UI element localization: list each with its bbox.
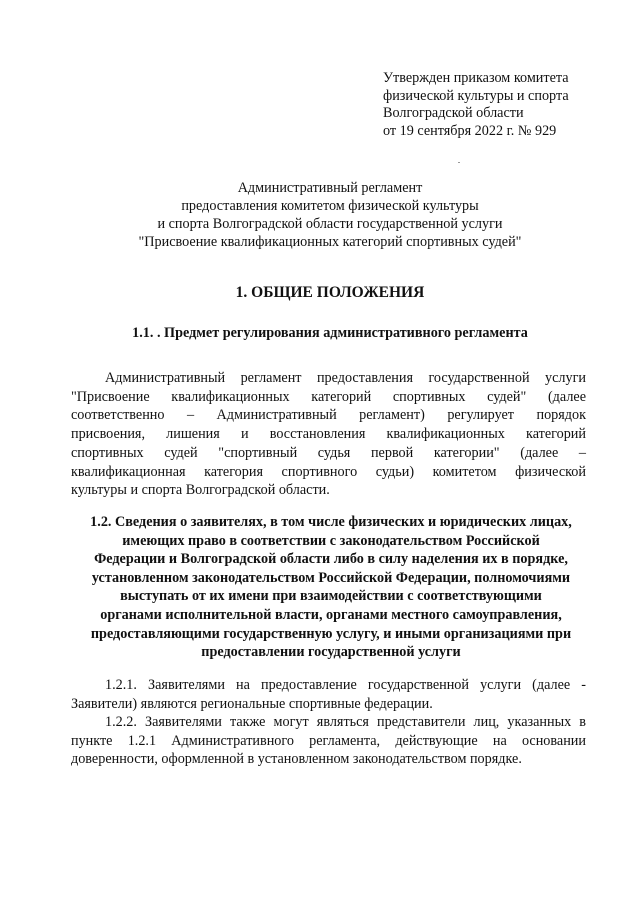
- paragraph-line: соответственно – Административный регламент) регулирует порядок: [71, 407, 586, 424]
- paragraph-1-1: [71, 369, 586, 500]
- document-title: [70, 179, 590, 251]
- paragraph-line: "Присвоение квалификационных категорий спортивных судей" (далее: [71, 388, 586, 405]
- paragraph-line: 1.2.2. Заявителями также могут являться представители лиц, указанных в: [105, 714, 586, 730]
- heading-line: органами исполнительной власти, органами местного самоуправления,: [100, 606, 562, 623]
- paragraph-line: пункте 1.2.1 Административного регламента, действующие на основании: [71, 732, 586, 749]
- paragraph-line: 1.2.1. Заявителями на предоставление государственной услуги (далее -: [105, 677, 586, 693]
- heading-line: предоставлении государственной услуги: [201, 644, 461, 661]
- title-line: "Присвоение квалификационных категорий спортивных судей": [138, 234, 522, 250]
- heading-line: выступать от их имени при взаимодействии с соответствующими: [120, 588, 542, 605]
- title-line: Административный регламент: [237, 180, 423, 196]
- paragraph-line: доверенности, оформленной в установленном законодательством порядке.: [71, 751, 522, 768]
- paragraph-line: квалификационная категория спортивного судьи) комитетом физической: [71, 463, 586, 480]
- section-heading: 1. ОБЩИЕ ПОЛОЖЕНИЯ: [235, 284, 425, 301]
- heading-line: имеющих право в соответствии с законодательством Российской: [122, 532, 540, 549]
- approval-line: от 19 сентября 2022 г. № 929: [383, 122, 557, 139]
- heading-line: 1.2. Сведения о заявителях, в том числе физических и юридических лицах,: [90, 514, 572, 530]
- heading-line: Федерации и Волгоградской области либо в силу наделения их в порядке,: [94, 551, 568, 568]
- subsection-heading-1-2: [71, 513, 591, 662]
- paragraph-line: Заявители) являются региональные спортивные федерации.: [71, 695, 433, 712]
- paragraph-line: присвоения, лишения и восстановления квалификационных категорий: [71, 426, 586, 443]
- approval-line: Волгоградской области: [383, 105, 524, 122]
- item-1-2-2: [71, 713, 586, 769]
- approval-line: физической культуры и спорта: [383, 87, 569, 104]
- heading-line: предоставляющими государственную услугу, и иными организациями при: [90, 625, 572, 642]
- title-line: предоставления комитетом физической культуры: [181, 198, 479, 214]
- scan-speck: [458, 162, 460, 163]
- subsection-heading-1-1: 1.1. . Предмет регулирования административного регламента: [132, 325, 528, 341]
- paragraph-line: культуры и спорта Волгоградской области.: [71, 482, 330, 499]
- approval-line: Утвержден приказом комитета: [383, 70, 569, 86]
- item-1-2-1: [71, 676, 586, 713]
- approval-stamp: [383, 70, 623, 140]
- paragraph-line: спортивных судей "спортивный судья первой категории" (далее –: [71, 444, 586, 461]
- heading-line: установленном законодательством Российской Федерации, полномочиями: [91, 569, 571, 586]
- title-line: и спорта Волгоградской области государственной услуги: [157, 216, 503, 232]
- paragraph-line: Административный регламент предоставления государственной услуги: [105, 370, 586, 386]
